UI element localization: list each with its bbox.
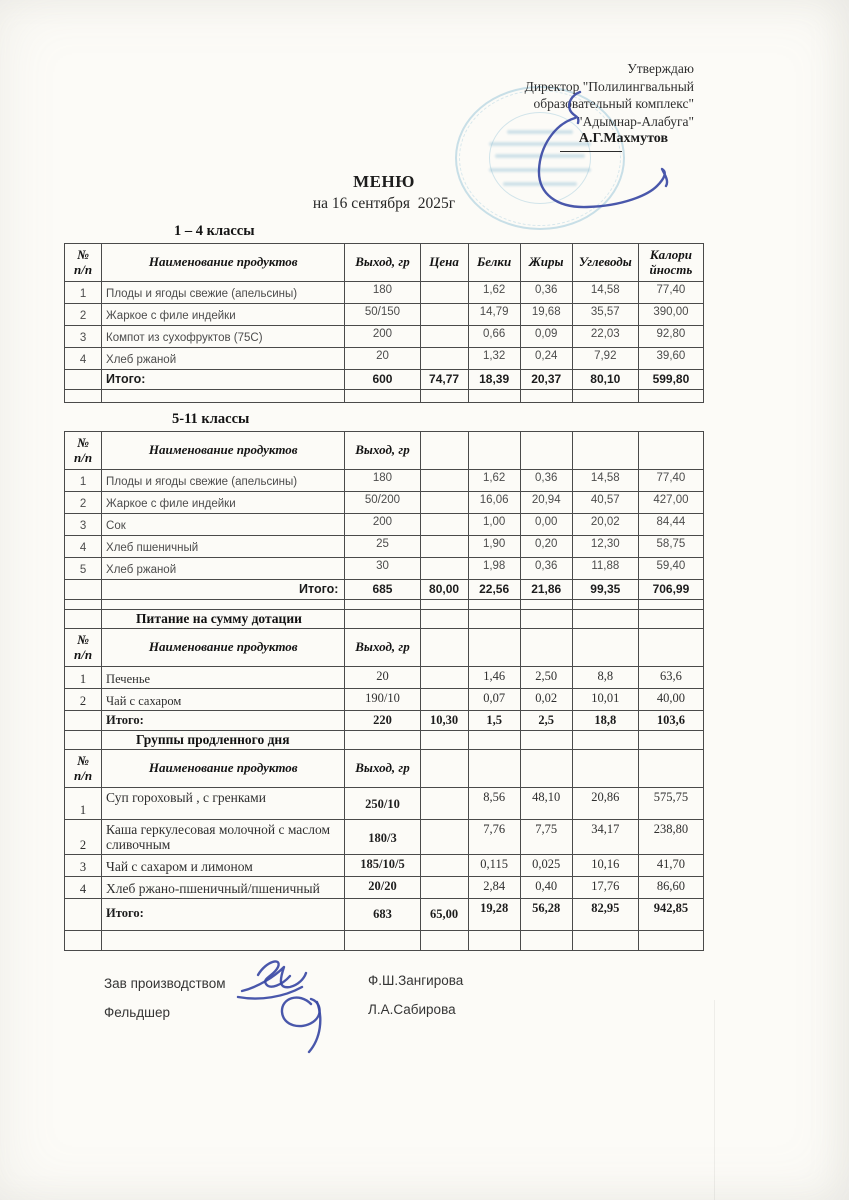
product-name: Сок [102, 514, 345, 536]
menu-row [65, 820, 704, 855]
menu-row [65, 470, 704, 492]
row-num: 1 [65, 788, 102, 820]
row-num: 3 [65, 514, 102, 536]
menu-row [65, 689, 704, 711]
total-carbs: 82,95 [572, 899, 638, 931]
product-name: Чай с сахаром и лимоном [102, 855, 345, 877]
product-name: Печенье [102, 667, 345, 689]
price-value [420, 304, 468, 326]
price-value [420, 877, 468, 899]
fat-value: 0,20 [520, 536, 572, 558]
col-header-cal: Калори йность [638, 244, 703, 282]
approval-line: Утверждаю [627, 61, 694, 76]
protein-value: 1,00 [468, 514, 520, 536]
total-price: 74,77 [420, 370, 468, 390]
product-name: Чай с сахаром [102, 689, 345, 711]
cal-value: 77,40 [638, 470, 703, 492]
row-num: 2 [65, 689, 102, 711]
total-fat: 56,28 [520, 899, 572, 931]
price-value [420, 667, 468, 689]
col-header-name: Наименование продуктов [102, 629, 345, 667]
row-num: 4 [65, 536, 102, 558]
protein-value: 1,62 [468, 470, 520, 492]
protein-value: 8,56 [468, 788, 520, 820]
row-num: 3 [65, 326, 102, 348]
carbs-value: 7,92 [572, 348, 638, 370]
out-value: 50/200 [345, 492, 420, 514]
total-price: 80,00 [420, 580, 468, 600]
total-protein: 1,5 [468, 711, 520, 731]
fat-value: 0,36 [520, 470, 572, 492]
carbs-value: 20,86 [572, 788, 638, 820]
col-header-carbs: Углеводы [572, 244, 638, 282]
out-value: 20 [345, 348, 420, 370]
menu-row [65, 348, 704, 370]
group-title-5-11: 5-11 классы [172, 411, 250, 427]
menu-row [65, 282, 704, 304]
col-header-name: Наименование продуктов [102, 432, 345, 470]
total-price: 65,00 [420, 899, 468, 931]
carbs-value: 12,30 [572, 536, 638, 558]
section-title: Группы продленного дня [102, 731, 345, 750]
carbs-value: 14,58 [572, 470, 638, 492]
protein-value: 1,62 [468, 282, 520, 304]
total-out: 683 [345, 899, 420, 931]
col-header-num: № п/п [65, 629, 102, 667]
protein-value: 14,79 [468, 304, 520, 326]
total-label: Итого: [102, 899, 345, 931]
protein-value: 0,07 [468, 689, 520, 711]
cal-value: 575,75 [638, 788, 703, 820]
total-fat: 20,37 [520, 370, 572, 390]
footer-role-production: Зав производством [104, 976, 226, 991]
empty-header [572, 629, 638, 667]
cal-value: 390,00 [638, 304, 703, 326]
cal-value: 41,70 [638, 855, 703, 877]
empty-header [468, 432, 520, 470]
fat-value: 48,10 [520, 788, 572, 820]
total-cal: 599,80 [638, 370, 703, 390]
protein-value: 1,32 [468, 348, 520, 370]
col-header-out: Выход, гр [345, 750, 420, 788]
menu-row [65, 788, 704, 820]
header-row [65, 750, 704, 788]
row-num: 1 [65, 470, 102, 492]
footer-name-sabirova: Л.А.Сабирова [368, 1002, 456, 1017]
cal-value: 59,40 [638, 558, 703, 580]
out-value: 185/10/5 [345, 855, 420, 877]
total-row [65, 580, 704, 600]
page-title: МЕНЮ [353, 172, 415, 191]
fat-value: 0,40 [520, 877, 572, 899]
empty-cell [65, 370, 102, 390]
total-row [65, 370, 704, 390]
total-protein: 19,28 [468, 899, 520, 931]
row-num: 1 [65, 282, 102, 304]
row-num: 1 [65, 667, 102, 689]
carbs-value: 17,76 [572, 877, 638, 899]
carbs-value: 35,57 [572, 304, 638, 326]
cal-value: 63,6 [638, 667, 703, 689]
col-header-protein: Белки [468, 244, 520, 282]
product-name: Каша геркулесовая молочной с маслом сливочным [102, 820, 345, 855]
product-name: Компот из сухофруктов (75С) [102, 326, 345, 348]
total-price: 10,30 [420, 711, 468, 731]
fat-value: 0,36 [520, 282, 572, 304]
fat-value: 7,75 [520, 820, 572, 855]
header-row [65, 244, 704, 282]
total-carbs: 18,8 [572, 711, 638, 731]
product-name: Хлеб пшеничный [102, 536, 345, 558]
price-value [420, 536, 468, 558]
price-value [420, 282, 468, 304]
fat-value: 0,025 [520, 855, 572, 877]
product-name: Хлеб ржаной [102, 348, 345, 370]
spacer-row [65, 390, 704, 403]
total-row [65, 711, 704, 731]
out-value: 30 [345, 558, 420, 580]
director-name: А.Г.Махмутов [578, 131, 668, 146]
approval-line: образовательный комплекс" [533, 96, 694, 111]
protein-value: 1,46 [468, 667, 520, 689]
cal-value: 40,00 [638, 689, 703, 711]
total-protein: 22,56 [468, 580, 520, 600]
fat-value: 0,02 [520, 689, 572, 711]
empty-header [638, 432, 703, 470]
empty-header [420, 629, 468, 667]
row-num: 4 [65, 348, 102, 370]
total-carbs: 99,35 [572, 580, 638, 600]
empty-cell [65, 610, 102, 629]
empty-cell [65, 711, 102, 731]
menu-row [65, 536, 704, 558]
total-row [65, 899, 704, 931]
total-label: Итого: [102, 580, 345, 600]
total-out: 600 [345, 370, 420, 390]
price-value [420, 855, 468, 877]
col-header-num: № п/п [65, 750, 102, 788]
row-num: 4 [65, 877, 102, 899]
price-value [420, 820, 468, 855]
header-row [65, 629, 704, 667]
spacer-row [65, 931, 704, 951]
total-label: Итого: [102, 711, 345, 731]
section-title: Питание на сумму дотации [102, 610, 345, 629]
product-name: Плоды и ягоды свежие (апельсины) [102, 470, 345, 492]
fat-value: 0,36 [520, 558, 572, 580]
cal-value: 77,40 [638, 282, 703, 304]
carbs-value: 10,16 [572, 855, 638, 877]
price-value [420, 348, 468, 370]
section-row-dotation [65, 610, 704, 629]
product-name: Хлеб ржаной [102, 558, 345, 580]
total-cal: 706,99 [638, 580, 703, 600]
fat-value: 0,09 [520, 326, 572, 348]
out-value: 190/10 [345, 689, 420, 711]
total-fat: 2,5 [520, 711, 572, 731]
menu-row [65, 667, 704, 689]
menu-row [65, 492, 704, 514]
menu-table-combined [64, 431, 704, 951]
carbs-value: 8,8 [572, 667, 638, 689]
total-cal: 103,6 [638, 711, 703, 731]
out-value: 25 [345, 536, 420, 558]
col-header-out: Выход, гр [345, 432, 420, 470]
total-carbs: 80,10 [572, 370, 638, 390]
out-value: 20 [345, 667, 420, 689]
protein-value: 7,76 [468, 820, 520, 855]
total-out: 220 [345, 711, 420, 731]
empty-header [520, 629, 572, 667]
empty-cell [65, 731, 102, 750]
footer-role-feldsher: Фельдшер [104, 1005, 170, 1020]
empty-header [420, 432, 468, 470]
carbs-value: 11,88 [572, 558, 638, 580]
total-protein: 18,39 [468, 370, 520, 390]
out-value: 200 [345, 326, 420, 348]
empty-header [420, 750, 468, 788]
menu-row [65, 855, 704, 877]
col-header-name: Наименование продуктов [102, 750, 345, 788]
out-value: 180/3 [345, 820, 420, 855]
cal-value: 86,60 [638, 877, 703, 899]
product-name: Жаркое с филе индейки [102, 492, 345, 514]
menu-row [65, 326, 704, 348]
cal-value: 427,00 [638, 492, 703, 514]
col-header-price: Цена [420, 244, 468, 282]
empty-header [572, 750, 638, 788]
empty-header [468, 750, 520, 788]
director-signature [495, 82, 710, 222]
col-header-out: Выход, гр [345, 629, 420, 667]
menu-row [65, 558, 704, 580]
col-header-num: № п/п [65, 244, 102, 282]
out-value: 20/20 [345, 877, 420, 899]
empty-header [468, 629, 520, 667]
price-value [420, 689, 468, 711]
product-name: Хлеб ржано-пшеничный/пшеничный [102, 877, 345, 899]
out-value: 180 [345, 282, 420, 304]
out-value: 180 [345, 470, 420, 492]
empty-header [638, 750, 703, 788]
cal-value: 58,75 [638, 536, 703, 558]
row-num: 2 [65, 820, 102, 855]
col-header-fat: Жиры [520, 244, 572, 282]
carbs-value: 10,01 [572, 689, 638, 711]
menu-row [65, 514, 704, 536]
spacer-row [65, 600, 704, 610]
section-row-extended-day [65, 731, 704, 750]
protein-value: 0,66 [468, 326, 520, 348]
fat-value: 2,50 [520, 667, 572, 689]
col-header-num: № п/п [65, 432, 102, 470]
empty-header [638, 629, 703, 667]
out-value: 50/150 [345, 304, 420, 326]
out-value: 200 [345, 514, 420, 536]
menu-content [64, 222, 706, 951]
row-num: 3 [65, 855, 102, 877]
total-out: 685 [345, 580, 420, 600]
cal-value: 92,80 [638, 326, 703, 348]
feldsher-signature [265, 982, 355, 1057]
empty-cell [65, 580, 102, 600]
product-name: Жаркое с филе индейки [102, 304, 345, 326]
out-value: 250/10 [345, 788, 420, 820]
price-value [420, 558, 468, 580]
protein-value: 16,06 [468, 492, 520, 514]
header-row [65, 432, 704, 470]
carbs-value: 14,58 [572, 282, 638, 304]
cal-value: 84,44 [638, 514, 703, 536]
menu-table-1-4 [64, 243, 704, 403]
price-value [420, 514, 468, 536]
fat-value: 20,94 [520, 492, 572, 514]
product-name: Суп гороховый , с гренками [102, 788, 345, 820]
fat-value: 0,24 [520, 348, 572, 370]
row-num: 2 [65, 492, 102, 514]
carbs-value: 20,02 [572, 514, 638, 536]
carbs-value: 40,57 [572, 492, 638, 514]
menu-row [65, 877, 704, 899]
price-value [420, 788, 468, 820]
scan-crease [714, 1000, 715, 1200]
price-value [420, 470, 468, 492]
protein-value: 1,98 [468, 558, 520, 580]
row-num: 5 [65, 558, 102, 580]
total-cal: 942,85 [638, 899, 703, 931]
empty-header [520, 432, 572, 470]
col-header-name: Наименование продуктов [102, 244, 345, 282]
group-title-1-4: 1 – 4 классы [174, 223, 255, 239]
carbs-value: 34,17 [572, 820, 638, 855]
carbs-value: 22,03 [572, 326, 638, 348]
approval-line: Директор "Полилингвальный [524, 78, 694, 94]
product-name: Плоды и ягоды свежие (апельсины) [102, 282, 345, 304]
total-label: Итого: [102, 370, 345, 390]
menu-date: на 16 сентября 2025г [312, 195, 456, 212]
price-value [420, 492, 468, 514]
protein-value: 0,115 [468, 855, 520, 877]
cal-value: 238,80 [638, 820, 703, 855]
protein-value: 1,90 [468, 536, 520, 558]
row-num: 2 [65, 304, 102, 326]
fat-value: 19,68 [520, 304, 572, 326]
col-header-out: Выход, гр [345, 244, 420, 282]
empty-header [520, 750, 572, 788]
cal-value: 39,60 [638, 348, 703, 370]
total-fat: 21,86 [520, 580, 572, 600]
empty-cell [65, 899, 102, 931]
protein-value: 2,84 [468, 877, 520, 899]
footer-name-zangirova: Ф.Ш.Зангирова [368, 973, 464, 988]
empty-header [572, 432, 638, 470]
approval-line: "Адымнар-Алабуга" [577, 113, 694, 129]
menu-row [65, 304, 704, 326]
price-value [420, 326, 468, 348]
fat-value: 0,00 [520, 514, 572, 536]
